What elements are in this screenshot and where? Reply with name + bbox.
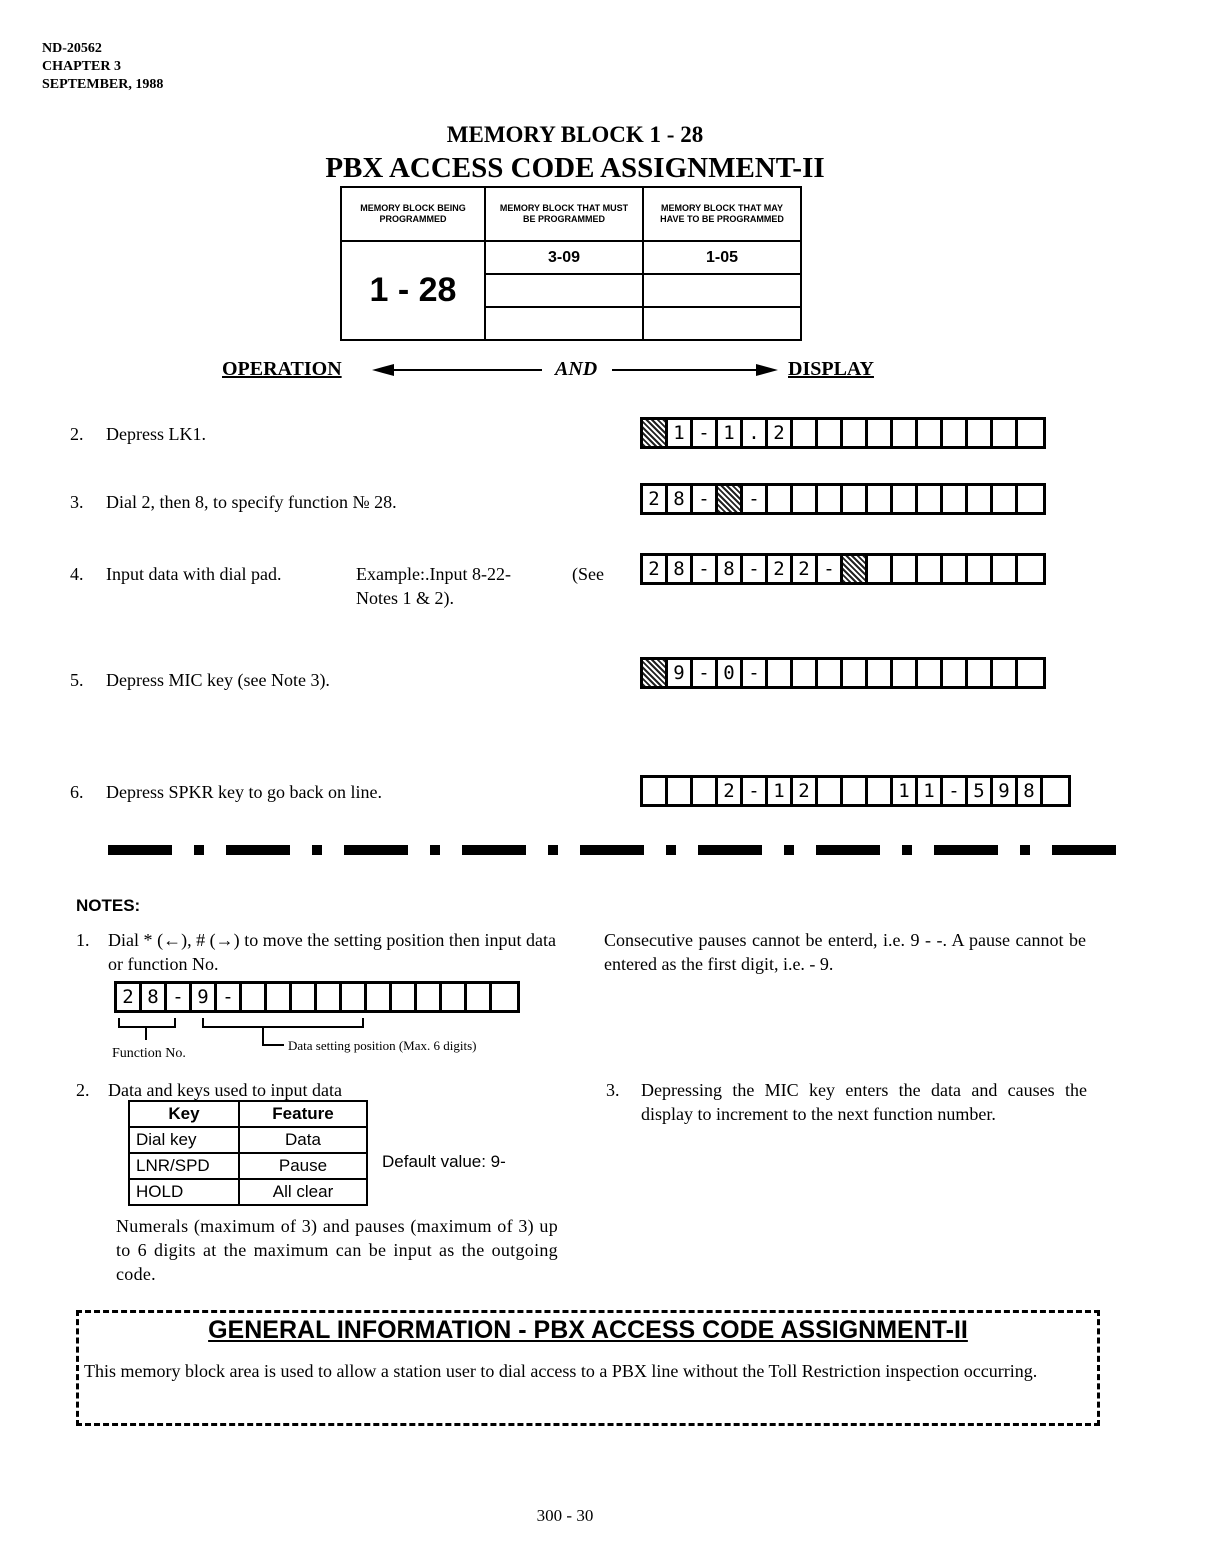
lcd-cell: 9 [668,660,693,686]
lcd-cell: 2 [793,556,818,582]
lcd-cell [968,420,993,446]
lcd-cell [943,420,968,446]
lcd-cell: - [217,984,242,1010]
lcd-cell [267,984,292,1010]
may-cell [643,307,801,340]
lcd-cell [843,778,868,804]
lcd-cell [1018,420,1043,446]
key-cell: Dial key [129,1127,239,1153]
lcd-cell: 9 [993,778,1018,804]
lcd-cell: 9 [192,984,217,1010]
lcd-cell: - [743,660,768,686]
step-5 [70,670,330,691]
key-cell: LNR/SPD [129,1153,239,1179]
lcd-cell: 1 [718,420,743,446]
lcd-cell [993,660,1018,686]
lcd-cell: 1 [918,778,943,804]
lcd-cell [993,486,1018,512]
step-2 [70,424,206,445]
lcd-cell [918,420,943,446]
lcd-cell: - [743,556,768,582]
feature-cell: Pause [239,1153,367,1179]
lcd-cell [1018,486,1043,512]
lcd-cell: - [693,660,718,686]
step-text: Depress SPKR key to go back on line. [106,782,382,802]
lcd-cell [893,420,918,446]
lcd-cell [943,486,968,512]
lcd-cell: . [743,420,768,446]
lcd-cell [492,984,517,1010]
lcd-cell [993,556,1018,582]
step-number: 4. [70,564,84,584]
default-value: Default value: 9- [382,1152,506,1171]
note-1-text: Dial * (←), # (→) to move the setting position then input data or function No. [108,930,556,974]
lcd-cell: 2 [643,486,668,512]
lcd-display-note-1 [114,981,520,1013]
lcd-cell [1043,778,1068,804]
lcd-cell [768,660,793,686]
lcd-cell [868,556,893,582]
lcd-cell: - [167,984,192,1010]
lcd-cell: 8 [1018,778,1043,804]
keys-header-feature: Feature [239,1101,367,1127]
lcd-cell [793,420,818,446]
lcd-cell: - [818,556,843,582]
lcd-display-step-6 [640,775,1071,807]
lcd-cell [893,660,918,686]
lcd-cell [292,984,317,1010]
step-3 [70,492,397,513]
lcd-cell [242,984,267,1010]
step-text: Depress LK1. [106,424,206,444]
lcd-cell: - [943,778,968,804]
step-text: Depress MIC key (see Note 3). [106,670,330,690]
note-1-continued: Consecutive pauses cannot be enterd, i.e. 9 - -. A pause cannot be entered as the first digit, i.e. - 9. [604,930,1086,974]
lcd-cell [818,660,843,686]
lcd-cell [392,984,417,1010]
step-6 [70,782,382,803]
lcd-cell [467,984,492,1010]
feature-cell: Data [239,1127,367,1153]
lcd-cell: 1 [768,778,793,804]
doc-date: SEPTEMBER, 1988 [42,77,164,92]
lcd-cell: 8 [718,556,743,582]
lcd-cell [1018,660,1043,686]
lcd-cell: 1 [668,420,693,446]
note-1-number: 1. [76,930,90,950]
lcd-cell [893,486,918,512]
step-text: Dial 2, then 8, to specify function № 28. [106,492,397,512]
lcd-cell [1018,556,1043,582]
lcd-cell: - [693,556,718,582]
lcd-cell: 2 [117,984,142,1010]
lcd-cell [643,660,668,686]
function-bracket [118,1018,176,1028]
header-may-be-programmed: MEMORY BLOCK THAT MAY HAVE TO BE PROGRAMMED [643,187,801,241]
step-4-notes: Notes 1 & 2). [356,588,454,608]
note-3-number: 3. [606,1080,620,1100]
must-cell [485,307,643,340]
lcd-cell [918,486,943,512]
chapter-label: CHAPTER 3 [42,59,121,74]
lcd-cell [893,556,918,582]
lcd-cell: - [693,420,718,446]
step-4 [70,564,281,585]
feature-cell: All clear [239,1179,367,1205]
lcd-cell [768,486,793,512]
lcd-cell [868,778,893,804]
lcd-cell [943,660,968,686]
may-cell [643,274,801,307]
lcd-cell [818,778,843,804]
and-label: AND [555,358,598,380]
step-number: 6. [70,782,84,802]
lcd-cell [968,556,993,582]
function-no-label: Function No. [112,1046,186,1061]
step-4-see: (See [572,564,604,584]
must-cell [485,274,643,307]
lcd-cell [342,984,367,1010]
lcd-cell [868,420,893,446]
lcd-cell [868,660,893,686]
data-bracket-stem [262,1026,284,1046]
lcd-cell: 2 [768,556,793,582]
section-separator [108,844,1116,856]
header-must-be-programmed: MEMORY BLOCK THAT MUST BE PROGRAMMED [485,187,643,241]
lcd-cell [693,778,718,804]
step-number: 2. [70,424,84,444]
key-cell: HOLD [129,1179,239,1205]
lcd-cell [993,420,1018,446]
lcd-cell: 2 [643,556,668,582]
lcd-cell [968,486,993,512]
header-being-programmed: MEMORY BLOCK BEING PROGRAMMED [341,187,485,241]
lcd-cell: 8 [668,486,693,512]
lcd-cell [843,420,868,446]
lcd-cell [417,984,442,1010]
general-info-title: GENERAL INFORMATION - PBX ACCESS CODE ASSIGNMENT-II [208,1316,968,1344]
note-2-text: Numerals (maximum of 3) and pauses (maximum of 3) up to 6 digits at the maximum can be input as the outgoing code. [116,1216,558,1284]
arrow-right-line [612,369,762,371]
lcd-cell [818,486,843,512]
lcd-cell: 8 [142,984,167,1010]
lcd-cell [668,778,693,804]
memory-block-table [340,186,802,341]
lcd-cell [868,486,893,512]
function-bracket-stem [145,1026,147,1040]
block-being-programmed: 1 - 28 [341,241,485,340]
lcd-cell: 2 [768,420,793,446]
lcd-display-step-3 [640,483,1046,515]
page-title: PBX ACCESS CODE ASSIGNMENT-II [325,152,825,184]
operation-label: OPERATION [222,358,342,380]
note-3-text: Depressing the MIC key enters the data and causes the display to increment to the next function number. [641,1080,1087,1124]
lcd-cell [793,486,818,512]
step-4-example: Example:.Input 8-22- [356,564,511,584]
lcd-cell [843,486,868,512]
lcd-display-step-2 [640,417,1046,449]
lcd-cell [918,660,943,686]
lcd-cell [643,778,668,804]
step-number: 5. [70,670,84,690]
display-label: DISPLAY [788,358,874,380]
lcd-cell: - [743,778,768,804]
lcd-cell: - [693,486,718,512]
step-text: Input data with dial pad. [106,564,282,584]
lcd-cell [367,984,392,1010]
lcd-display-step-4 [640,553,1046,585]
lcd-cell: - [743,486,768,512]
arrow-right-icon [756,364,778,376]
lcd-cell [818,420,843,446]
lcd-cell [442,984,467,1010]
lcd-cell [968,660,993,686]
lcd-cell: 8 [668,556,693,582]
lcd-cell [643,420,668,446]
may-cell: 1-05 [643,241,801,274]
lcd-cell [843,556,868,582]
arrow-left-icon [372,364,394,376]
lcd-cell: 2 [793,778,818,804]
page-number: 300 - 30 [536,1506,594,1525]
lcd-cell [918,556,943,582]
doc-number: ND-20562 [42,41,102,56]
lcd-cell: 5 [968,778,993,804]
lcd-cell: 1 [893,778,918,804]
lcd-cell: 0 [718,660,743,686]
keys-header-key: Key [129,1101,239,1127]
note-2-number: 2. [76,1080,90,1100]
lcd-cell [718,486,743,512]
arrow-left-line [392,369,542,371]
lcd-cell [943,556,968,582]
lcd-cell: 2 [718,778,743,804]
lcd-cell [793,660,818,686]
lcd-display-step-5 [640,657,1046,689]
data-setting-label: Data setting position (Max. 6 digits) [288,1038,477,1053]
lcd-cell [317,984,342,1010]
memory-block-title: MEMORY BLOCK 1 - 28 [446,122,704,147]
keys-table [128,1100,368,1206]
notes-heading: NOTES: [76,896,141,915]
document-header [42,40,163,94]
step-number: 3. [70,492,84,512]
must-cell: 3-09 [485,241,643,274]
lcd-cell [843,660,868,686]
note-2-title: Data and keys used to input data [108,1080,342,1100]
general-info-body: This memory block area is used to allow a station user to dial access to a PBX line without the Toll Restriction inspection occurring. [84,1361,1038,1381]
